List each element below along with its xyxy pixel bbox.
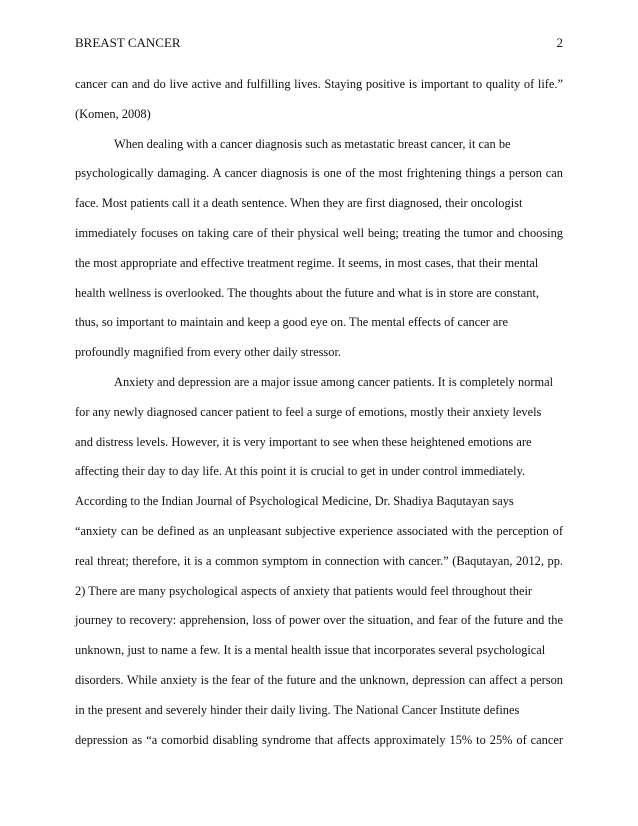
running-head: BREAST CANCER: [75, 35, 181, 50]
page-header: [75, 35, 563, 53]
text-line: cancer can and do live active and fulfilling lives. Staying positive is important to quality of life.”: [75, 77, 563, 91]
text-line: and distress levels. However, it is very important to see when these heightened emotions are: [75, 434, 532, 449]
text-line: immediately focuses on taking care of their physical well being; treating the tumor and choosing: [75, 225, 563, 240]
text-line: real threat; therefore, it is a common symptom in connection with cancer.” (Baqutayan, 2012, pp.: [75, 553, 563, 568]
text-line: health wellness is overlooked. The thoughts about the future and what is in store are constant,: [75, 285, 539, 300]
text-line: face. Most patients call it a death sentence. When they are first diagnosed, their oncologist: [75, 196, 523, 211]
text-line: (Komen, 2008): [75, 106, 151, 121]
text-line: profoundly magnified from every other daily stressor.: [75, 345, 341, 360]
text-line: affecting their day to day life. At this point it is crucial to get in under control immediately.: [75, 464, 526, 479]
text-line: the most appropriate and effective treatment regime. It seems, in most cases, that their mental: [75, 255, 539, 270]
text-line: Anxiety and depression are a major issue among cancer patients. It is completely normal: [114, 374, 554, 389]
text-line: “anxiety can be defined as an unpleasant subjective experience associated with the perception of: [75, 523, 563, 538]
text-line: in the present and severely hinder their daily living. The National Cancer Institute defines: [75, 702, 520, 717]
text-line: unknown, just to name a few. It is a mental health issue that incorporates several psychological: [75, 643, 546, 658]
text-line: for any newly diagnosed cancer patient to feel a surge of emotions, mostly their anxiety levels: [75, 404, 542, 419]
text-line: According to the Indian Journal of Psychological Medicine, Dr. Shadiya Baqutayan says: [75, 494, 514, 509]
text-line: When dealing with a cancer diagnosis such as metastatic breast cancer, it can be: [114, 136, 511, 151]
page-number: 2: [556, 35, 563, 50]
text-line: psychologically damaging. A cancer diagnosis is one of the most frightening things a person can: [75, 166, 563, 181]
text-line: depression as “a comorbid disabling syndrome that affects approximately 15% to 25% of cancer: [75, 732, 563, 747]
text-line: 2) There are many psychological aspects of anxiety that patients would feel throughout their: [75, 583, 533, 598]
text-line: thus, so important to maintain and keep a good eye on. The mental effects of cancer are: [75, 315, 509, 330]
text-line: disorders. While anxiety is the fear of the future and the unknown, depression can affect a person: [75, 672, 563, 687]
body-text: [75, 70, 563, 755]
text-line: journey to recovery: apprehension, loss of power over the situation, and fear of the future and the: [75, 613, 563, 628]
